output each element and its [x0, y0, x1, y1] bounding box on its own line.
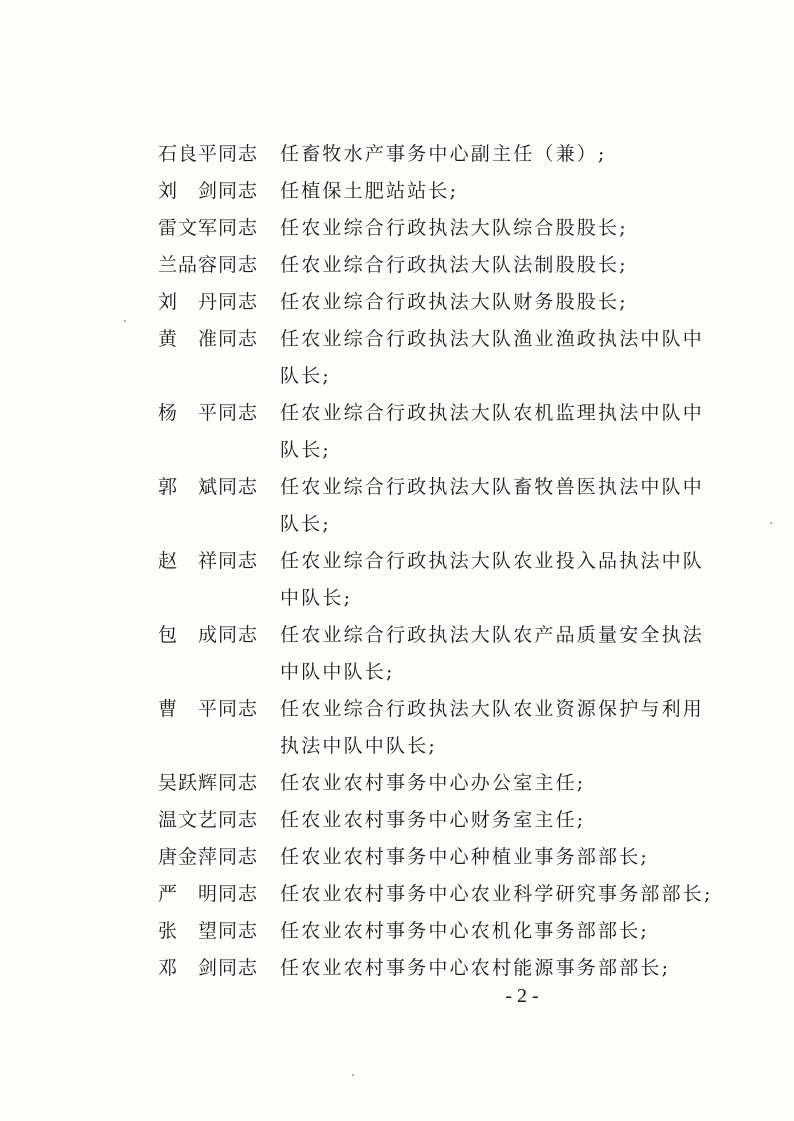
appointment-duty: 任农业综合行政执法大队农产品质量安全执法中队中队长;: [280, 624, 705, 683]
appointment-duty: 任农业综合行政执法大队农业资源保护与利用执法中队中队长;: [280, 698, 705, 757]
appointment-entry: [158, 543, 718, 617]
appointee-name: 郭 斌同志: [158, 476, 259, 498]
appointment-duty: 任农业综合行政执法大队财务股股长;: [280, 291, 628, 313]
scan-speck: [124, 320, 126, 322]
appointment-entry: [158, 765, 718, 802]
appointee-name: 赵 祥同志: [158, 550, 259, 572]
page-number: - 2 -: [505, 985, 539, 1007]
appointee-name: 张 望同志: [158, 920, 259, 942]
appointee-name: 唐金萍同志: [158, 846, 259, 868]
appointment-duty: 任畜牧水产事务中心副主任（兼）;: [280, 143, 607, 165]
appointment-entry: [158, 321, 718, 395]
appointee-name: 包 成同志: [158, 624, 259, 646]
appointee-name: 黄 准同志: [158, 328, 259, 350]
appointment-duty: 任农业综合行政执法大队渔业渔政执法中队中队长;: [280, 328, 705, 387]
appointee-name: 温文艺同志: [158, 809, 259, 831]
appointment-duty: 任农业农村事务中心财务室主任;: [280, 809, 586, 831]
appointee-name: 雷文军同志: [158, 217, 259, 239]
appointment-entry: [158, 802, 718, 839]
appointment-entry: [158, 173, 718, 210]
appointment-entry: [158, 284, 718, 321]
appointment-duty: 任农业农村事务中心办公室主任;: [280, 772, 586, 794]
appointment-duty: 任农业农村事务中心农业科学研究事务部部长;: [280, 883, 713, 905]
appointee-name: 杨 平同志: [158, 402, 259, 424]
appointment-duty: 任农业综合行政执法大队法制股股长;: [280, 254, 628, 276]
appointment-duty: 任植保土肥站站长;: [280, 180, 459, 202]
appointee-name: 石良平同志: [158, 143, 259, 165]
appointee-name: 曹 平同志: [158, 698, 259, 720]
appointment-entry: [158, 876, 718, 913]
appointment-entry: [158, 247, 718, 284]
appointment-entry: [158, 913, 718, 950]
appointee-name: 刘 丹同志: [158, 291, 259, 313]
appointee-name: 兰品容同志: [158, 254, 259, 276]
appointee-name: 邓 剑同志: [158, 957, 259, 979]
appointment-duty: 任农业农村事务中心农机化事务部部长;: [280, 920, 650, 942]
appointment-duty: 任农业农村事务中心农村能源事务部部长;: [280, 957, 671, 979]
appointment-duty: 任农业综合行政执法大队农机监理执法中队中队长;: [280, 402, 705, 461]
appointment-entry: [158, 617, 718, 691]
scan-speck: [770, 522, 772, 524]
appointee-name: 吴跃辉同志: [158, 772, 259, 794]
scan-speck: [352, 1074, 354, 1076]
appointment-duty: 任农业综合行政执法大队综合股股长;: [280, 217, 628, 239]
appointee-name: 严 明同志: [158, 883, 259, 905]
appointment-entry: [158, 136, 718, 173]
appointment-entry: [158, 839, 718, 876]
appointee-name: 刘 剑同志: [158, 180, 259, 202]
appointment-entry: [158, 210, 718, 247]
appointment-list: [158, 136, 718, 987]
appointment-entry: [158, 691, 718, 765]
appointment-duty: 任农业农村事务中心种植业事务部部长;: [280, 846, 650, 868]
appointment-duty: 任农业综合行政执法大队农业投入品执法中队中队长;: [280, 550, 705, 609]
appointment-entry: [158, 395, 718, 469]
appointment-entry: [158, 950, 718, 987]
appointment-duty: 任农业综合行政执法大队畜牧兽医执法中队中队长;: [280, 476, 705, 535]
appointment-entry: [158, 469, 718, 543]
